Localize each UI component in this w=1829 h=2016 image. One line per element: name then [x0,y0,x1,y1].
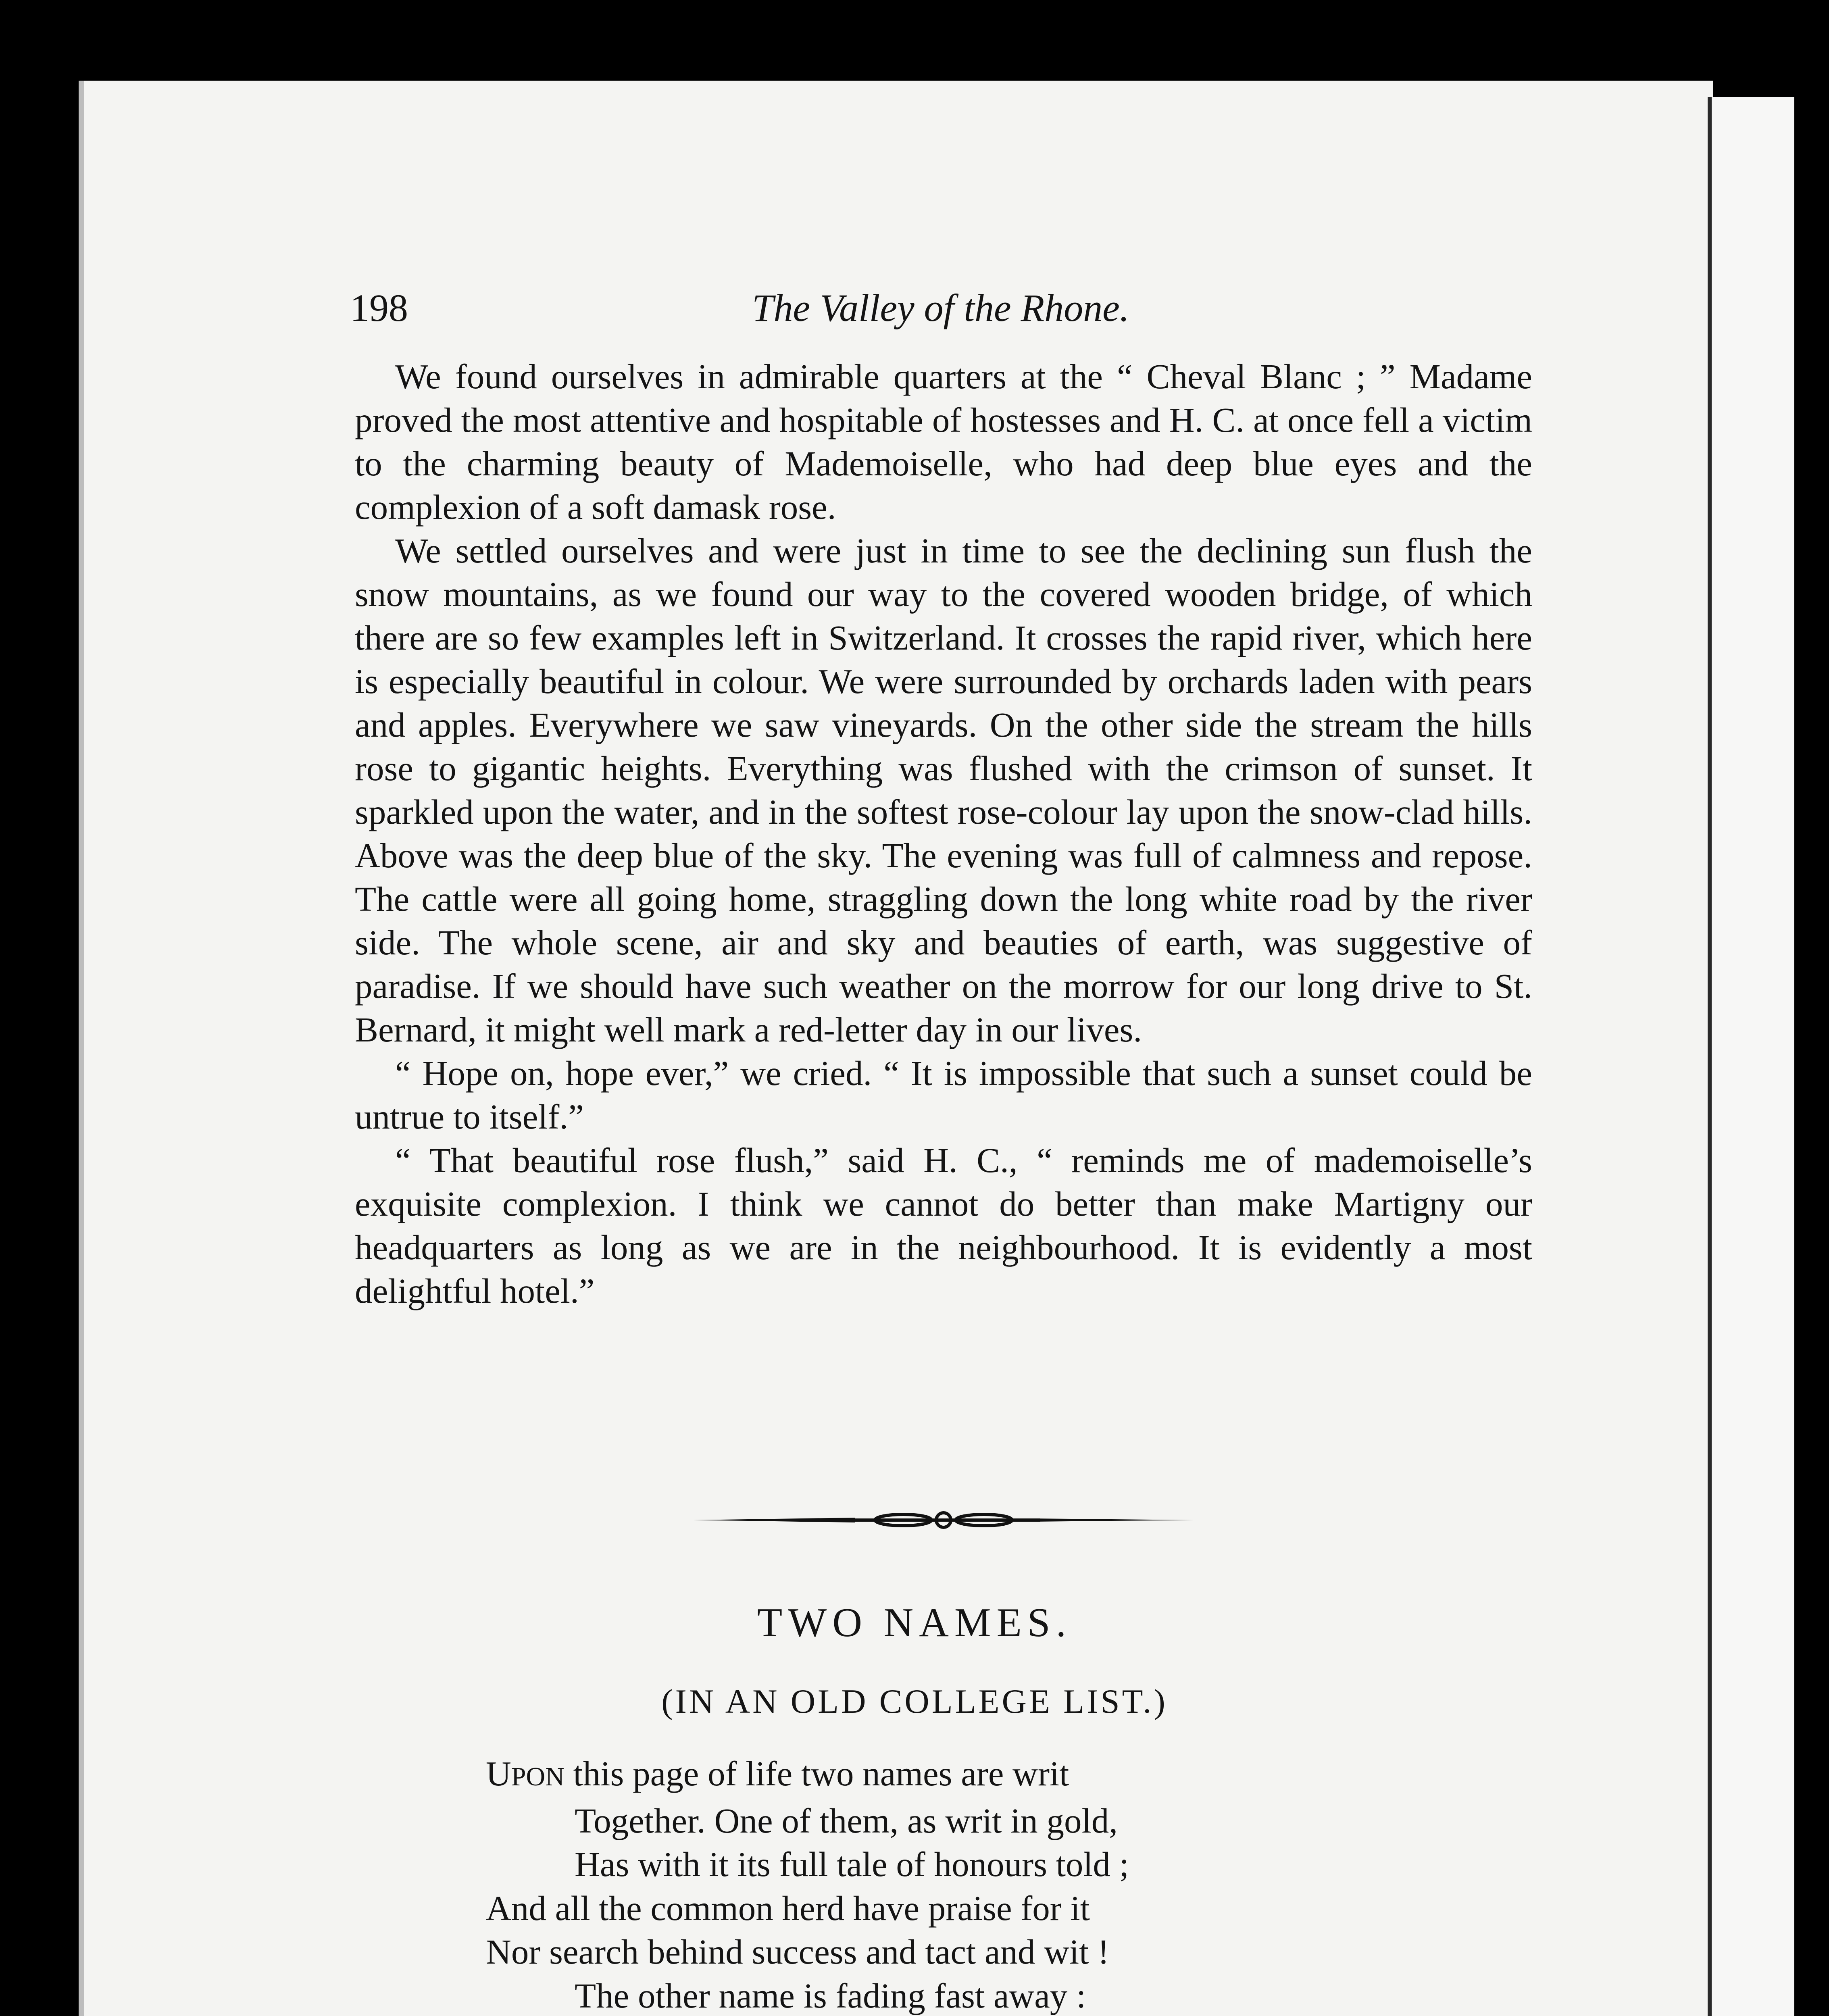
poem-line: And all the common herd have praise for it [486,1888,1090,1928]
page-header [350,280,1531,336]
paragraph: We found ourselves in admirable quarters at the “ Cheval Blanc ; ” Madame proved the most attentive and hospitable of hostesses and H. C. at once fell a victim to the charming beauty of Mademoiselle, who had deep blue eyes and the complexion of a soft damask rose. [355,357,1532,527]
adjacent-page-edge [1708,97,1794,2016]
poem-subtitle: (IN AN OLD COLLEGE LIST.) [661,1683,1168,1720]
paragraph: “ That beautiful rose flush,” said H. C., “ reminds me of mademoiselle’s exquisite complexion. I think we cannot do better than make Martigny our headquarters as long as we are in the neighbourhood. It is evidently a most delightful hotel.” [355,1141,1532,1310]
poem-first-line-rest: this page of life two names are writ [564,1754,1069,1793]
poem-line [486,1752,1534,1799]
ornamental-divider [685,1506,1202,1534]
poem-line: Together. One of them, as writ in gold, [575,1801,1118,1840]
poem-initial: U [486,1754,511,1793]
prose-text [355,355,1532,1313]
poem-line: The other name is fading fast away : [575,1976,1086,2015]
paragraph: We settled ourselves and were just in time to see the declining sun flush the snow mountains, as we found our way to the covered wooden bridge, of which there are so few examples left in Switzerland. It crosses the rapid river, which here is especially beautiful in colour. We were surrounded by orchards laden with pears and apples. Everywhere we saw vineyards. On the other side the stream the hills rose to gigantic heights. Everything was flushed with the crimson of sunset. It sparkled upon the water, and in the softest rose-colour lay upon the snow-clad hills. Above was the deep blue of the sky. The evening was full of calmness and repose. The cattle were all going home, straggling down the long white road by the river side. The whole scene, air and sky and beauties of earth, was suggestive of paradise. If we should have such weather on the morrow for our long drive to St. Bernard, it might well mark a red-letter day in our lives. [355,531,1532,1049]
poem-first-word-rest: PON [511,1762,565,1791]
running-title: The Valley of the Rhone. [752,286,1129,329]
poem-title: TWO NAMES. [757,1600,1072,1645]
poem-body [486,1752,1534,2016]
page-number: 198 [350,286,408,329]
paragraph: “ Hope on, hope ever,” we cried. “ It is impossible that such a sunset could be untrue to itself.” [355,1054,1532,1136]
poem-line: Nor search behind success and tact and wit ! [486,1932,1110,1971]
poem-line: Has with it its full tale of honours told ; [575,1845,1129,1884]
